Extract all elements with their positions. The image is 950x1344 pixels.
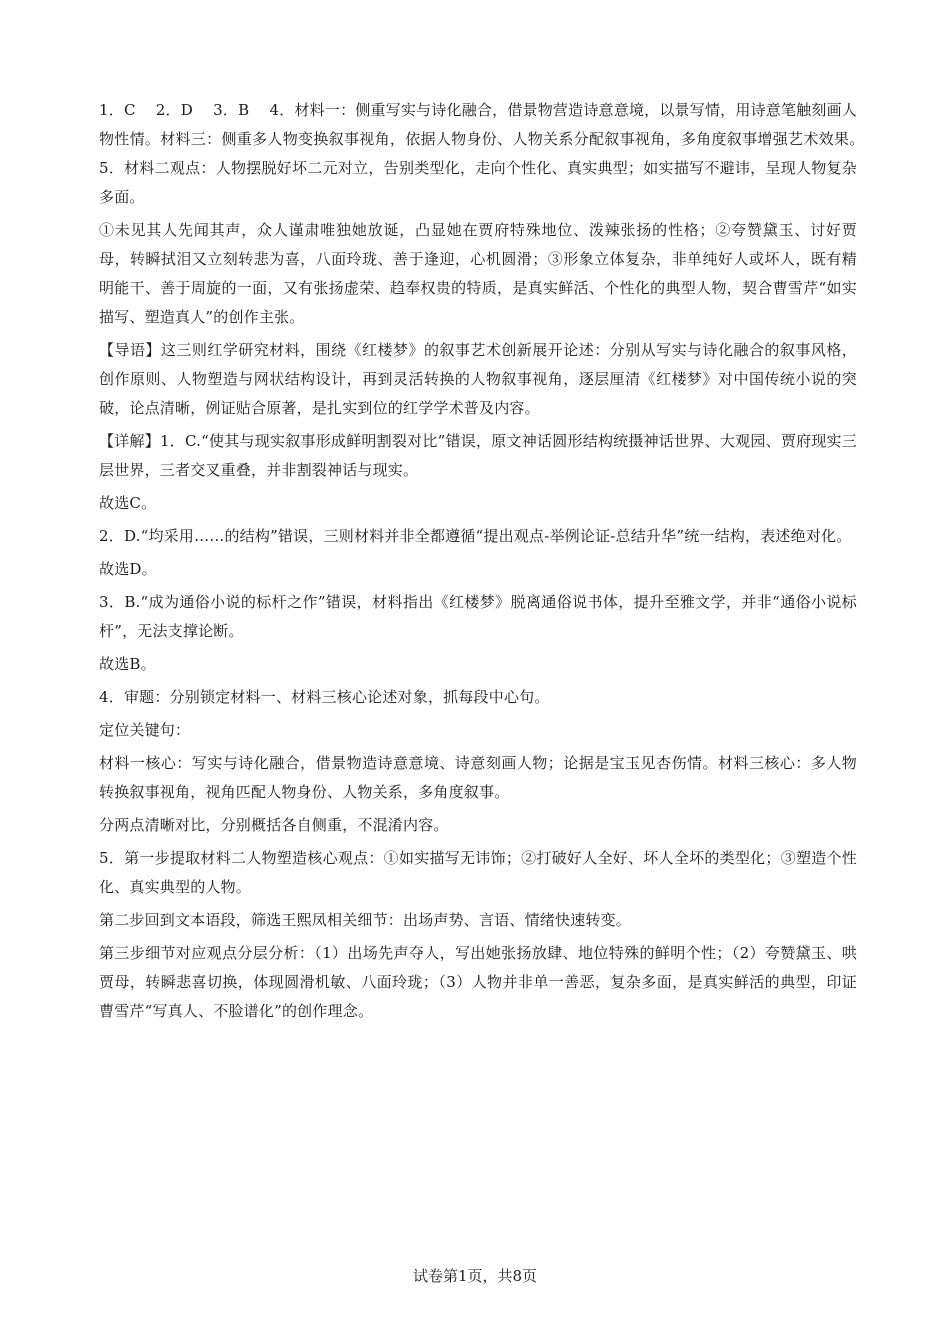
detail-q5-step2: 第二步回到文本语段，筛选王熙凤相关细节：出场声势、言语、情绪快速转变。 xyxy=(99,911,632,929)
detail-q5-step1: 5．第一步提取材料二人物塑造核心观点：①如实描写无讳饰；②打破好人全好、坏人全坏的类型化；③塑造个性化、真实典型的人物。 xyxy=(99,849,857,896)
material-core: 材料一核心：写实与诗化融合，借景物造诗意意境、诗意刻画人物；论据是宝玉见杏伤情。材料三核心：多人物转换叙事视角，视角匹配人物身份、人物关系，多角度叙事。 xyxy=(99,754,857,801)
detail-q3: 3．B.“成为通俗小说的标杆之作”错误，材料指出《红楼梦》脱离通俗说书体，提升至雅文学，并非“通俗小说标杆”，无法支撑论断。 xyxy=(99,593,857,640)
analysis-points: ①未见其人先闻其声，众人谨肃唯独她放诞，凸显她在贾府特殊地位、泼辣张扬的性格；②夸赞黛玉、讨好贾母，转瞬拭泪又立刻转悲为喜，八面玲珑、善于逢迎，心机圆滑；③形象立体复杂，非单纯好人或坏人，既有精明能干、善于周旋的一面，又有张扬虚荣、趋奉权贵的特质，是真实鲜活、个性化的典型人物，契合曹雪芹“如实描写、塑造真人”的创作主张。 xyxy=(99,221,857,326)
answer-summary: 1．C 2．D 3．B 4．材料一：侧重写实与诗化融合，借景物营造诗意意境，以景写情，用诗意笔触刻画人物性情。材料三：侧重多人物变换叙事视角，依据人物身份、人物关系分配叙事视角，多角度叙事增强艺术效果。 5．材料二观点：人物摆脱好坏二元对立，告别类型化，走向个性化、真实典型；如实描写不避讳，呈现人物复杂多面。 xyxy=(99,101,878,206)
detail-q1: 【详解】1．C.“使其与现实叙事形成鲜明割裂对比”错误，原文神话圆形结构统摄神话世界、大观园、贾府现实三层世界，三者交叉重叠，并非割裂神话与现实。 xyxy=(99,432,857,479)
comparison-note: 分两点清晰对比，分别概括各自侧重，不混淆内容。 xyxy=(99,816,449,834)
intro-paragraph: 【导语】这三则红学研究材料，围绕《红楼梦》的叙事艺术创新展开论述：分别从写实与诗化融合的叙事风格，创作原则、人物塑造与网状结构设计，再到灵活转换的人物叙事视角，逐层厘清《红楼梦》对中国传统小说的突破，论点清晰，例证贴合原著，是扎实到位的红学学术普及内容。 xyxy=(99,341,857,417)
choice-q1: 故选C。 xyxy=(99,494,157,512)
answer-content xyxy=(99,96,878,1030)
page-footer: 试卷第1页，共8页 xyxy=(412,1267,538,1285)
key-sentence-label: 定位关键句： xyxy=(99,721,191,739)
detail-q4: 4．审题：分别锁定材料一、材料三核心论述对象，抓每段中心句。 xyxy=(99,688,550,706)
detail-q2: 2．D.“均采用……的结构”错误，三则材料并非全都遵循“提出观点-举例论证-总结升华”统一结构，表述绝对化。 xyxy=(99,527,852,545)
detail-q5-step3: 第三步细节对应观点分层分析：（1）出场先声夺人，写出她张扬放肆、地位特殊的鲜明个性；（2）夸赞黛玉、哄贾母，转瞬悲喜切换，体现圆滑机敏、八面玲珑；（3）人物并非单一善恶，复杂多面，是真实鲜活的典型，印证曹雪芹“写真人、不脸谱化”的创作理念。 xyxy=(99,944,857,1020)
choice-q2: 故选D。 xyxy=(99,560,157,578)
choice-q3: 故选B。 xyxy=(99,655,156,673)
